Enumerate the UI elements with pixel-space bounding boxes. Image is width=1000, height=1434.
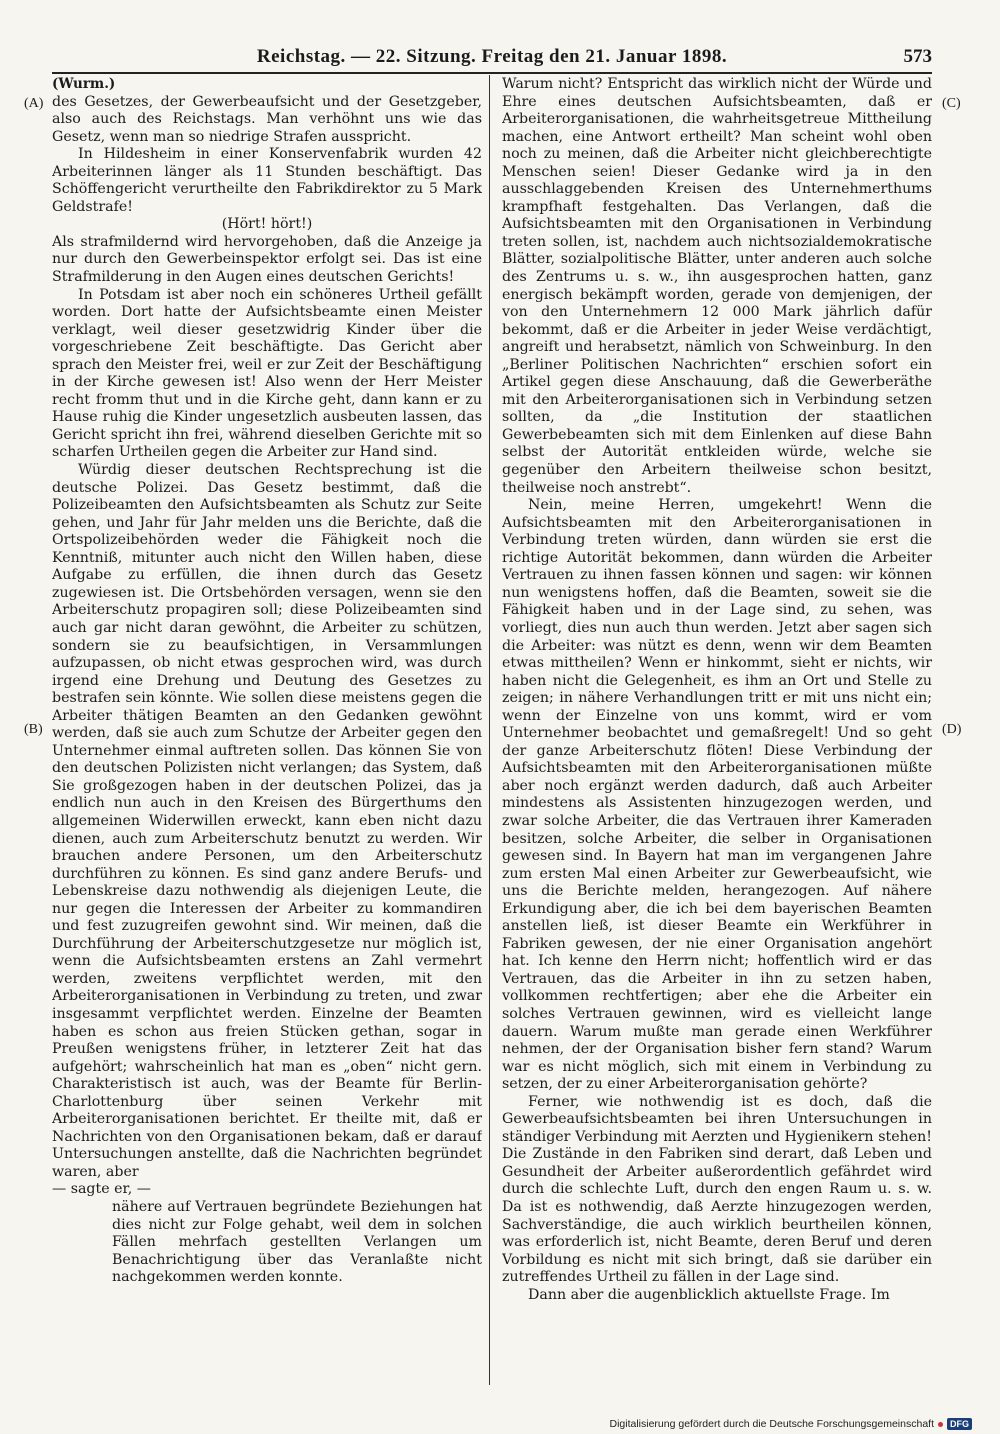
paragraph: des Gesetzes, der Gewerbeaufsicht und der Gesetzgeber, also auch des Reichstags. Man verhöhnt uns wie das Gesetz, wenn man so niedrige Strafen ausspricht. <box>52 93 482 145</box>
left-column <box>52 76 482 1386</box>
paragraph: Würdig dieser deutschen Rechtsprechung ist die deutsche Polizei. Das Gesetz bestimmt, daß die Polizeibeamten den Aufsichtsbeamten als Schutz zur Seite gehen, und Jahr für Jahr melden uns die Berichte, daß die Ortspolizeibehörden weder die Fähigkeit noch die Kenntniß, mitunter auch nicht den Willen haben, diese Aufgabe zu erfüllen, die ihnen durch das Gesetz zugewiesen ist. Die Ortsbehörden versagen, wenn sie den Arbeiterschutz propagiren soll; diese Polizeibeamten sind auch gar nicht daran gewöhnt, die Arbeiter zu schützen, sondern sie zu beaufsichtigen, in Versammlungen aufzupassen, ob nicht etwas gesprochen wird, was durch irgend eine Drehung und Deutung des Gesetzes zu bestrafen sein könnte. Wie sollen diese meistens gegen die Arbeiter thätigen Beamten an den Gedanken gewöhnt werden, daß sie auch zum Schutze der Arbeiter gegen den Unternehmer einmal auftreten sollen. Das können Sie von den deutschen Polizisten nicht verlangen; das System, daß Sie großgezogen haben in der deutschen Polizei, das ja endlich nun auch in den Kreisen des Bürgerthums den allgemeinen Widerwillen erweckt, kann eben nicht dazu dienen, auch zum Arbeiterschutz benutzt zu werden. Wir brauchen andere Personen, um den Arbeiterschutz durchführen zu können. Es sind ganz andere Berufs- und Lebenskreise dazu nothwendig als diejenigen Leute, die nur gegen die Interessen der Arbeiter zu kommandiren und fest zuzugreifen gewohnt sind. Wir meinen, daß die Durchführung der Arbeiterschutzgesetze nur möglich ist, wenn die Aufsichtsbeamten erstens an Zahl vermehrt werden, zweitens verpflichtet werden, mit den Arbeiterorganisationen in Verbindung zu treten, und zwar insgesammt verpflichtet werden. Einzelne der Beamten haben es schon aus freien Stücken gethan, sogar in Preußen wenigstens früher, in letzterer Zeit hat das aufgehört; wahrscheinlich hat man es „oben“ nicht gern. Charakteristisch ist auch, was der Beamte für Berlin-Charlottenburg über seinen Verkehr mit Arbeiterorganisationen berichtet. Er theilte mit, daß er Nachrichten von den Organisationen bekam, daß er darauf Untersuchungen anstellte, daß die Nachrichten begründet waren, aber <box>52 462 482 1180</box>
paragraph: Ferner, wie nothwendig ist es doch, daß die Gewerbeaufsichtsbeamten bei ihren Untersuchungen in ständiger Verbindung mit Aerzten und Hygienikern stehen! Die Zustände in den Fabriken sind derart, daß Leben und Gesundheit der Arbeiter außerordentlich gefährdet wird durch die schlechte Luft, durch den engen Raum u. s. w. Da ist es nothwendig, daß Aerzte hinzugezogen werden, Sachverständige, die auch wirklich beurtheilen können, was erforderlich ist, nicht Beamte, deren Beruf und deren Vorbildung es nicht mit sich bringt, daß sie darüber ein zutreffendes Urtheil zu fällen in der Lage sind. <box>502 1093 932 1286</box>
dfg-logo: DFG <box>947 1418 972 1430</box>
speaker-name: (Wurm.) <box>52 76 116 92</box>
right-column <box>502 76 932 1386</box>
paragraph: Warum nicht? Entspricht das wirklich nicht der Würde und Ehre eines deutschen Aufsichtsbeamten, daß er Arbeiterorganisationen, die wahrheitsgetreue Mittheilung machen, eine Antwort ertheilt? Man scheint wohl oben noch zu meinen, daß die Arbeiter nicht gleichberechtigte Menschen seien! Dieser Gedanke wird ja in den ausschlaggebenden Kreisen des Unternehmerthums krampfhaft festgehalten. Das Verlangen, daß die Aufsichtsbeamten mit den Organisationen in Verbindung treten sollen, ist, nachdem auch nichtsozialdemokratische Blätter, sozialpolitische Blätter, unter anderen auch solche des Zentrums u. s. w., ihn ausgesprochen hatten, ganz energisch bekämpft worden, gerade von demjenigen, der von den Unternehmern 12 000 Mark jährlich dafür bekommt, daß er die Arbeiter in jeder Weise verdächtigt, angreift und herabsetzt, nämlich von Schweinburg. In den „Berliner Politischen Nachrichten“ erschien sofort ein Artikel gegen diese Anschauung, daß die Gewerberäthe mit den Arbeiterorganisationen sich in Verbindung setzen sollten, da „die Institution der staatlichen Gewerbebeamten sich mit dem Einlenken auf diese Bahn selbst der Autorität entkleiden würde, welche sie gegenüber den Arbeitern theilweise schon besitzt, theilweise noch anstrebt“. <box>502 76 932 496</box>
page-header <box>52 44 932 74</box>
separator-dot-icon <box>938 1422 943 1427</box>
footer-text: Digitalisierung gefördert durch die Deutsche Forschungsgemeinschaft <box>609 1418 934 1430</box>
paragraph: In Potsdam ist aber noch ein schöneres Urtheil gefällt worden. Dort hatte der Aufsichtsbeamte einen Meister verklagt, weil dieser gesetzwidrig Kinder über die vorgeschriebene Zeit beschäftigte. Das Gericht aber sprach den Meister frei, weil er zur Zeit der Beschäftigung in der Kirche gewesen ist! Also wenn der Herr Meister recht fromm thut und in die Kirche geht, dann kann er zu Hause ruhig die Kinder ungesetzlich ausbeuten lassen, das Gericht spricht ihn frei, während dieselben Gerichte mit so scharfen Urtheilen gegen die Arbeiter zur Hand sind. <box>52 286 482 461</box>
margin-marker-a: (A) <box>24 96 44 111</box>
block-quote: nähere auf Vertrauen begründete Beziehungen hat dies nicht zur Folge gehabt, weil dem in solchen Fällen mehrfach gestellten Verlangen um Benachrichtigung über das Veranlaßte nicht nachgekommen werden konnte. <box>112 1199 482 1286</box>
quote-intro: — sagte er, — <box>52 1181 151 1198</box>
column-divider <box>489 75 490 1385</box>
digitization-footer <box>609 1418 972 1430</box>
paragraph: Als strafmildernd wird hervorgehoben, daß die Anzeige ja nur durch den Gewerbeinspektor erfolgt sei. Das ist eine Strafmilderung in den Augen eines deutschen Gerichts! <box>52 233 482 286</box>
margin-marker-d: (D) <box>942 722 962 737</box>
paragraph: Dann aber die augenblicklich aktuellste Frage. Im <box>528 1286 890 1303</box>
paragraph: Nein, meine Herren, umgekehrt! Wenn die Aufsichtsbeamten mit den Arbeiterorganisationen in Verbindung treten würden, dann würden sie erst die richtige Autorität bekommen, dann würden die Arbeiter Vertrauen zu ihnen fassen können und sagen: wir können nun wenigstens hoffen, daß die Beamten, soweit sie die Fähigkeit haben und in der Lage sind, zu sehen, was vorliegt, dies nun auch thun werden. Jetzt aber sagen sich die Arbeiter: was nützt es denn, wenn wir dem Beamten etwas mittheilen? Wenn er hinkommt, sieht er nichts, wir haben nicht die Gelegenheit, es ihm an Ort und Stelle zu zeigen; in nähere Verhandlungen tritt er mit uns nicht ein; wenn der Einzelne von uns kommt, wird er vom Unternehmer beobachtet und gemaßregelt! Und so geht der ganze Arbeiterschutz flöten! Diese Verbindung der Aufsichtsbeamten mit den Arbeiterorganisationen müßte aber noch ergänzt werden dadurch, daß auch Arbeiter mindestens als Assistenten hinzugezogen werden, und zwar solche Arbeiter, die das Vertrauen ihrer Kameraden besitzen, solche Arbeiter, die selber in Organisationen gewesen sind. In Bayern hat man im vergangenen Jahre zum ersten Mal einen Arbeiter zur Gewerbeaufsicht, wie uns die Berichte melden, herangezogen. Auf nähere Erkundigung aber, die ich bei dem bayerischen Beamten anstellen ließ, ist dieser Beamte ein Werkführer in Fabriken gewesen, der nie einer Organisation angehört hat. Ich kenne den Herrn nicht; hoffentlich wird er das Vertrauen, das die Arbeiter in ihn zu setzen haben, vollkommen rechtfertigen; aber ehe die Arbeiter ein solches Vertrauen gewinnen, wird es vielleicht lange dauern. Warum mußte man gerade einen Werkführer nehmen, der der Organisation bisher fern stand? Warum war es nicht möglich, sich mit einem in Verbindung zu setzen, der zu einer Arbeiterorganisation gehörte? <box>502 497 932 1093</box>
margin-marker-c: (C) <box>942 96 961 111</box>
running-title: Reichstag. — 22. Sitzung. Freitag den 21. Januar 1898. <box>256 46 728 67</box>
header-rule <box>52 72 932 74</box>
interjection: (Hört! hört!) <box>221 216 313 233</box>
paragraph: In Hildesheim in einer Konservenfabrik wurden 42 Arbeiterinnen länger als 11 Stunden beschäftigt. Das Schöffengericht verurtheilte den Fabrikdirektor zu 5 Mark Geldstrafe! <box>52 146 482 215</box>
page-number: 573 <box>903 46 932 67</box>
margin-marker-b: (B) <box>24 722 43 737</box>
